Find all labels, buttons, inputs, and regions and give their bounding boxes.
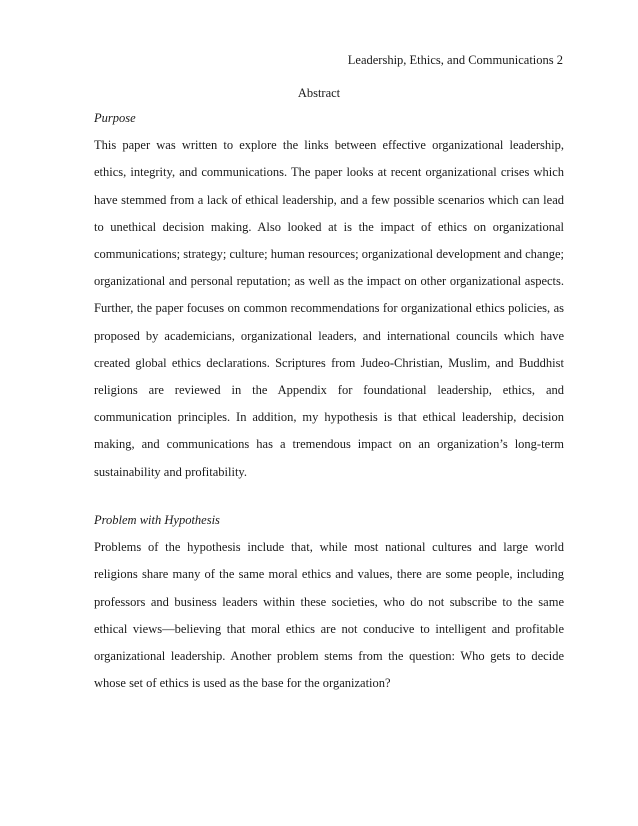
section-heading-problem-with-hypothesis: Problem with Hypothesis [94, 513, 220, 527]
section-paragraph-problem-with-hypothesis: Problems of the hypothesis include that, while most national cultures and large world religions share many of the same moral ethics and values, there are some people, including professors and business leaders within these societies, who do not subscribe to the same ethical views—believing that moral ethics are not conducive to intelligent and profitable organizational leadership. Another problem stems from the question: Who gets to decide whose set of ethics is used as the base for the organization? [94, 540, 564, 691]
abstract-title-text: Abstract [297, 86, 341, 100]
section-problem-with-hypothesis [94, 507, 564, 697]
abstract-title [0, 85, 638, 101]
section-heading-purpose: Purpose [94, 111, 136, 125]
section-purpose [94, 105, 564, 486]
section-paragraph-purpose: This paper was written to explore the links between effective organizational leadership, ethics, integrity, and communications. The paper looks at recent organizational crises which have stemmed from a lack of ethical leadership, and a few possible scenarios which can lead to unethical decision making. Also looked at is the impact of ethics on organizational communications; strategy; culture; human resources; organizational development and change; organizational and personal reputation; as well as the impact on other organizational aspects. Further, the paper focuses on common recommendations for organizational ethics policies, as proposed by academicians, organizational leaders, and international councils which have created global ethics declarations. Scriptures from Judeo-Christian, Muslim, and Buddhist religions are reviewed in the Appendix for foundational leadership, ethics, and communication principles. In addition, my hypothesis is that ethical leadership, decision making, and communications has a tremendous impact on an organization’s long-term sustainability and profitability. [94, 138, 564, 479]
running-head: Leadership, Ethics, and Communications 2 [347, 53, 563, 67]
